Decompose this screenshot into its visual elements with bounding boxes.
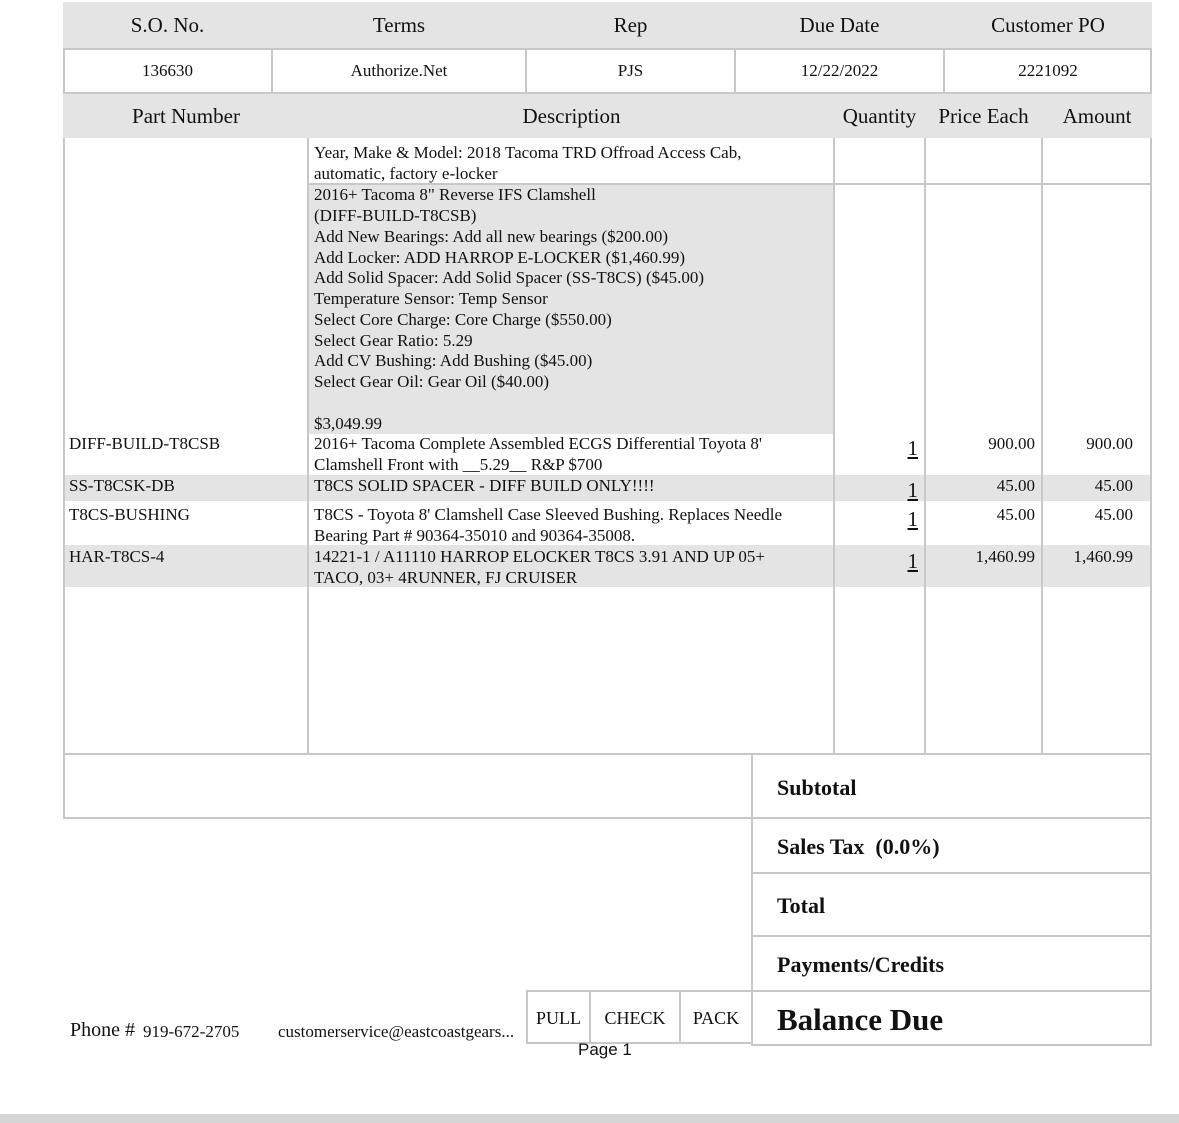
option-line: Select Gear Ratio: 5.29 — [314, 331, 473, 350]
option-line: 2016+ Tacoma 8" Reverse IFS Clamshell — [314, 185, 596, 204]
item-quantity: 1 — [907, 507, 918, 531]
item-price: 45.00 — [996, 476, 1035, 495]
item-description: T8CS SOLID SPACER - DIFF BUILD ONLY!!!! — [314, 476, 655, 495]
rep-value: PJS — [617, 61, 644, 80]
col-quantity: Quantity — [842, 104, 917, 128]
payments-credits-label: Payments/Credits — [777, 952, 945, 977]
item-part-number: DIFF-BUILD-T8CSB — [69, 434, 221, 453]
pull-check: PULL — [536, 1008, 581, 1028]
subtotal-label: Subtotal — [777, 775, 857, 800]
vehicle-line-1: Year, Make & Model: 2018 Tacoma TRD Offroad Access Cab, — [314, 143, 742, 162]
phone-number: 919-672-2705 — [143, 1022, 240, 1041]
item-description: Bearing Part # 90364-35010 and 90364-35008. — [314, 526, 636, 545]
item-price: 900.00 — [988, 434, 1035, 453]
item-price: 45.00 — [996, 505, 1035, 524]
check-check: CHECK — [604, 1008, 666, 1028]
col-description: Description — [522, 104, 621, 128]
phone-label: Phone # — [70, 1019, 140, 1041]
option-line: Select Core Charge: Core Charge ($550.00) — [314, 310, 612, 329]
option-line: Add CV Bushing: Add Bushing ($45.00) — [314, 351, 593, 370]
option-line: (DIFF-BUILD-T8CSB) — [314, 206, 477, 225]
item-part-number: HAR-T8CS-4 — [69, 547, 165, 566]
terms-value: Authorize.Net — [350, 61, 448, 80]
bottom-strip — [0, 1114, 1179, 1123]
item-amount: 45.00 — [1094, 505, 1133, 524]
header-customer-po: Customer PO — [991, 13, 1105, 37]
option-line: Select Gear Oil: Gear Oil ($40.00) — [314, 372, 550, 391]
item-amount: 45.00 — [1094, 476, 1133, 495]
item-part-number: SS-T8CSK-DB — [69, 476, 175, 495]
item-quantity: 1 — [907, 478, 918, 502]
item-description: TACO, 03+ 4RUNNER, FJ CRUISER — [314, 568, 578, 587]
balance-due-label: Balance Due — [777, 1002, 944, 1037]
item-quantity: 1 — [907, 436, 918, 460]
col-amount: Amount — [1062, 104, 1132, 128]
header-terms: Terms — [372, 13, 426, 37]
email-address: customerservice@eastcoastgears... — [278, 1022, 515, 1041]
customer-po-value: 2221092 — [1018, 61, 1078, 80]
page-number: Page 1 — [578, 1040, 632, 1059]
item-description: 2016+ Tacoma Complete Assembled ECGS Differential Toyota 8' — [314, 434, 762, 453]
col-price-each: Price Each — [938, 104, 1029, 128]
item-amount: 900.00 — [1086, 434, 1133, 453]
header-rep: Rep — [613, 13, 648, 37]
item-description: Clamshell Front with __5.29__ R&P $700 — [314, 455, 603, 474]
option-line: Add Solid Spacer: Add Solid Spacer (SS-T8CS) ($45.00) — [314, 268, 705, 287]
vehicle-line-2: automatic, factory e-locker — [314, 164, 498, 183]
item-price: 1,460.99 — [975, 547, 1035, 566]
item-amount: 1,460.99 — [1073, 547, 1133, 566]
option-line: Temperature Sensor: Temp Sensor — [314, 289, 548, 308]
due-date-value: 12/22/2022 — [800, 61, 879, 80]
item-description: T8CS - Toyota 8' Clamshell Case Sleeved Bushing. Replaces Needle — [314, 505, 783, 524]
header-due-date: Due Date — [799, 13, 880, 37]
item-description: 14221-1 / A11110 HARROP ELOCKER T8CS 3.91 AND UP 05+ — [314, 547, 765, 566]
option-line: Add New Bearings: Add all new bearings ($200.00) — [314, 227, 669, 246]
total-label: Total — [777, 893, 826, 918]
options-total: $3,049.99 — [314, 414, 382, 433]
option-line: Add Locker: ADD HARROP E-LOCKER ($1,460.99) — [314, 248, 685, 267]
pack-check: PACK — [692, 1008, 740, 1028]
item-part-number: T8CS-BUSHING — [69, 505, 190, 524]
sales-tax-label: Sales Tax (0.0%) — [777, 834, 940, 859]
item-quantity: 1 — [907, 549, 918, 573]
header-so-no: S.O. No. — [130, 13, 205, 37]
col-part-number: Part Number — [132, 104, 240, 128]
so-number: 136630 — [142, 61, 193, 80]
